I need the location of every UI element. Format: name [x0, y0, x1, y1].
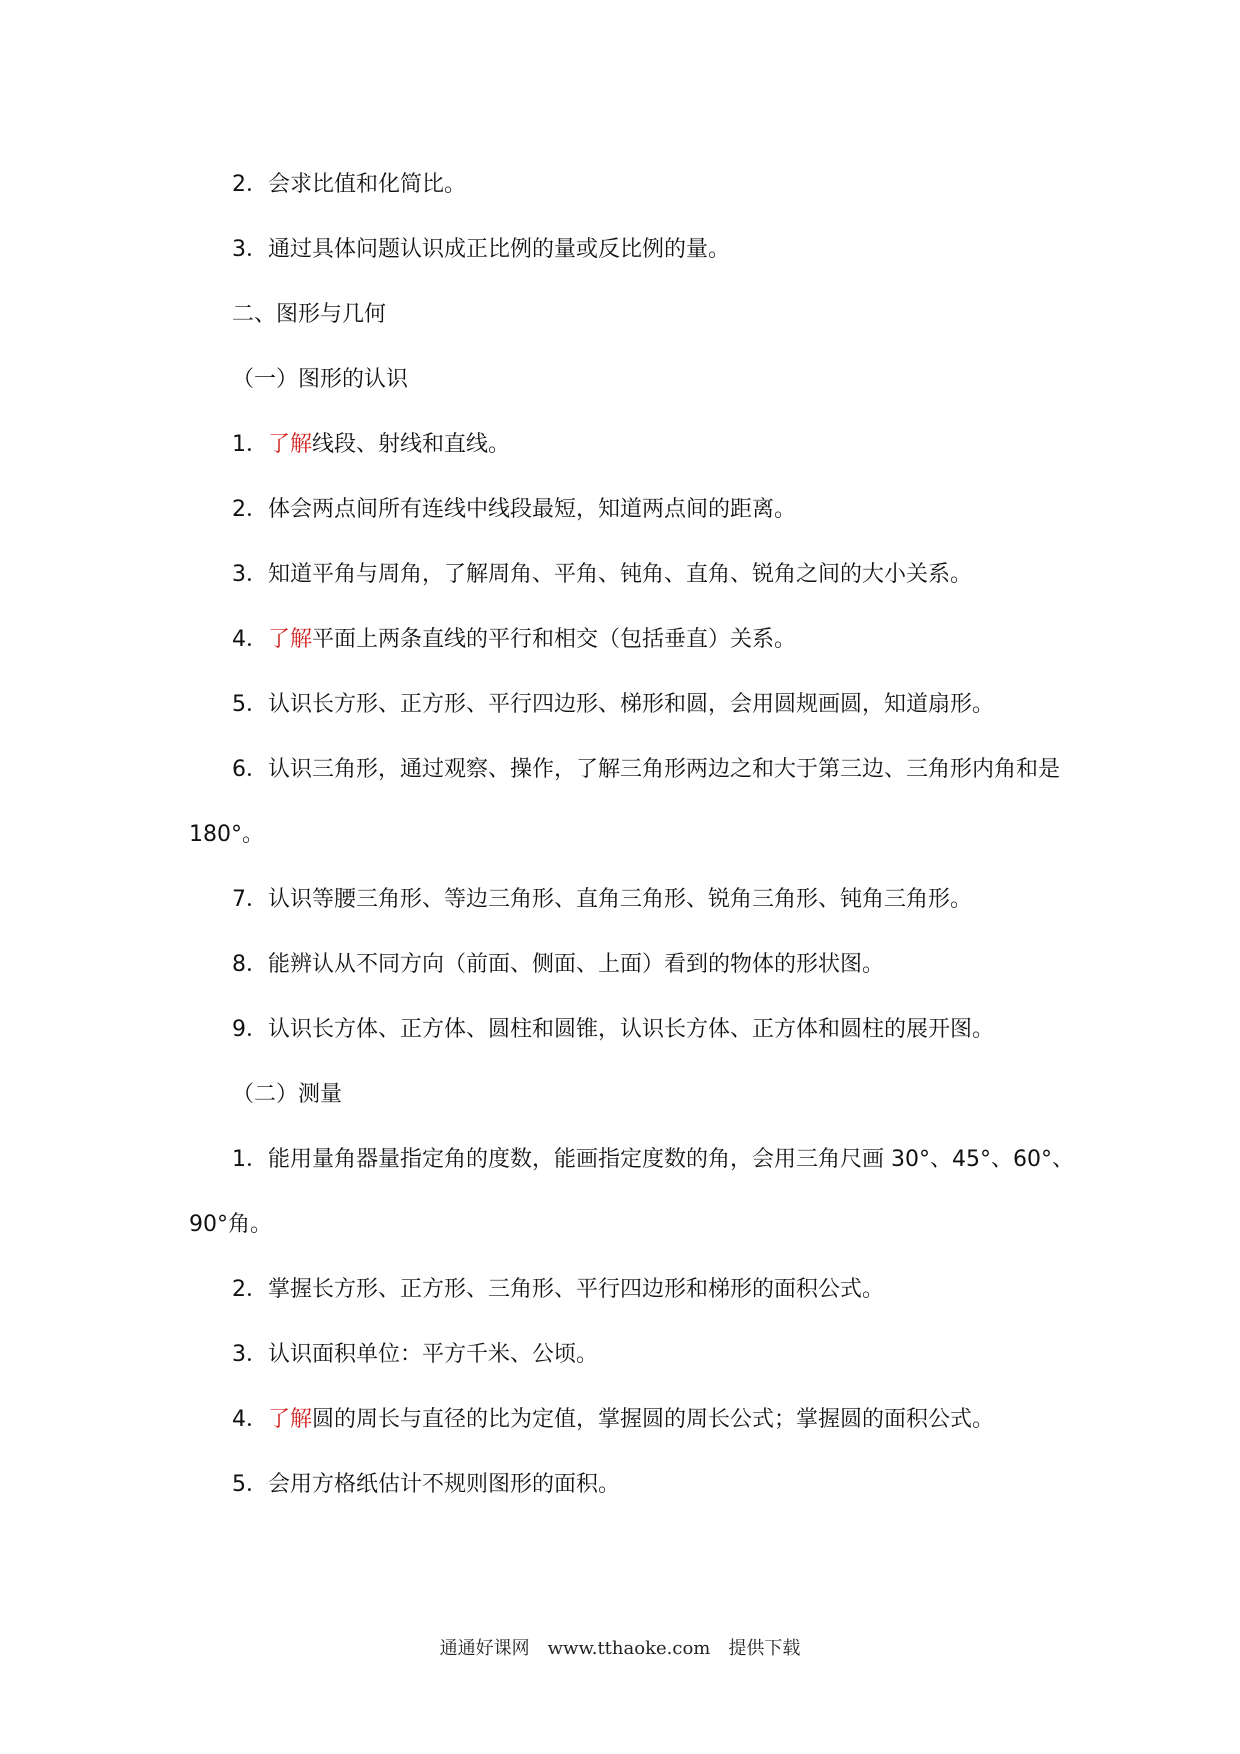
- item-number: 4．: [232, 627, 268, 652]
- subsection-title-measurement: （二）测量: [232, 1082, 343, 1107]
- paragraph-lines-rays: [189, 418, 1089, 483]
- item-text: 圆的周长与直径的比为定值，掌握圆的周长公式；掌握圆的面积公式。: [312, 1407, 995, 1432]
- paragraph-area-formulas: 2．掌握长方形、正方形、三角形、平行四边形和梯形的面积公式。: [232, 1277, 884, 1302]
- page-footer: 通通好课网 www.tthaoke.com 提供下载: [439, 1638, 801, 1659]
- paragraph-views: 8．能辨认从不同方向（前面、侧面、上面）看到的物体的形状图。: [232, 952, 884, 977]
- paragraph-solids: 9．认识长方体、正方体、圆柱和圆锥，认识长方体、正方体和圆柱的展开图。: [232, 1017, 994, 1042]
- paragraph-circle: [189, 1393, 1089, 1458]
- paragraph-triangle-types: 7．认识等腰三角形、等边三角形、直角三角形、锐角三角形、钝角三角形。: [232, 887, 972, 912]
- subsection-title-shapes: （一）图形的认识: [232, 367, 409, 392]
- paragraph-protractor-cont: 90°角。: [189, 1212, 272, 1237]
- paragraph-protractor: 1．能用量角器量指定角的度数，能画指定度数的角，会用三角尺画 30°、45°、60°、: [232, 1147, 1074, 1172]
- paragraph-quadrilaterals: 5．认识长方形、正方形、平行四边形、梯形和圆，会用圆规画圆，知道扇形。: [232, 692, 994, 717]
- highlight-term: 了解: [268, 432, 313, 457]
- highlight-term: 了解: [268, 627, 313, 652]
- paragraph-area-units: 3．认识面积单位：平方千米、公顷。: [232, 1342, 598, 1367]
- paragraph-triangle-properties: 6．认识三角形，通过观察、操作，了解三角形两边之和大于第三边、三角形内角和是: [232, 757, 1060, 782]
- paragraph-shortest-line: 2．体会两点间所有连线中线段最短，知道两点间的距离。: [232, 497, 796, 522]
- paragraph-angles: 3．知道平角与周角，了解周角、平角、钝角、直角、锐角之间的大小关系。: [232, 562, 972, 587]
- item-text: 线段、射线和直线。: [312, 432, 511, 457]
- paragraph-ratio-simplify: 2．会求比值和化简比。: [232, 172, 466, 197]
- paragraph-proportion: 3．通过具体问题认识成正比例的量或反比例的量。: [232, 237, 730, 262]
- item-number: 1．: [232, 432, 268, 457]
- highlight-term: 了解: [268, 1407, 313, 1432]
- paragraph-parallel-intersect: [189, 613, 1089, 678]
- item-text: 平面上两条直线的平行和相交（包括垂直）关系。: [312, 627, 797, 652]
- paragraph-triangle-properties-cont: 180°。: [189, 822, 264, 847]
- item-number: 4．: [232, 1407, 268, 1432]
- document-body: [189, 158, 1089, 1523]
- section-title-geometry: 二、图形与几何: [232, 302, 387, 327]
- paragraph-grid-estimate: 5．会用方格纸估计不规则图形的面积。: [232, 1472, 620, 1497]
